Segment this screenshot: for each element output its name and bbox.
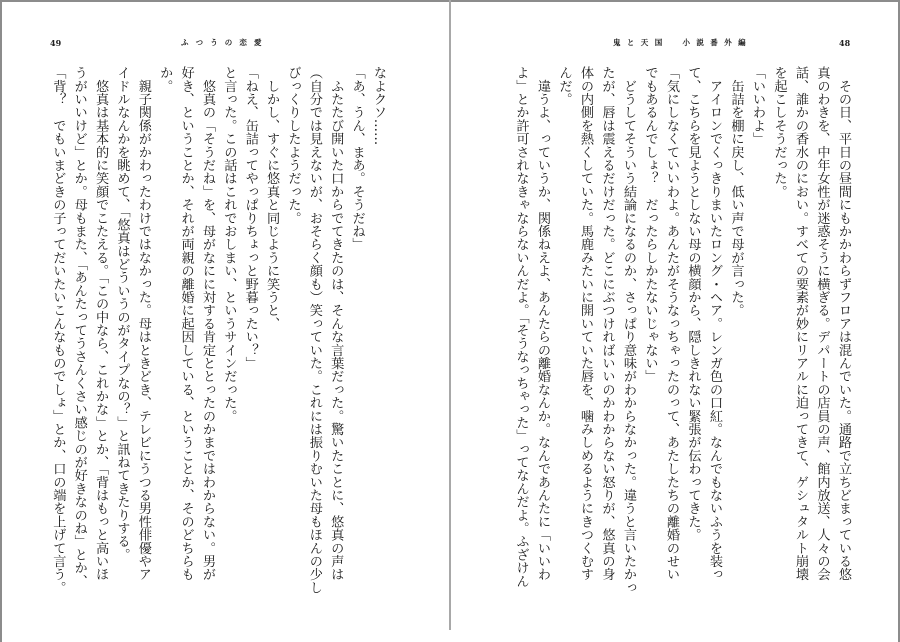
left-page-body xyxy=(47,66,389,606)
text-column: 悠真は基本的に笑顔でこたえる。「この中なら、これかな」とか、「背はもっと高いほ xyxy=(93,66,109,581)
text-column: 好き、ということか、それが両親の離婚に起因している、ということか、そのどちらも xyxy=(178,66,194,581)
text-column: よ」とか許可されなきゃならないんだよ。「そうなっちゃった」ってなんだよ。ふざけん xyxy=(513,66,529,588)
text-column: 「背？ でもいまどきの子ってだいたいこんなものでしょ」とか、口の端を上げて言う。 xyxy=(50,66,66,594)
right-page-number: 48 xyxy=(839,38,851,48)
text-column: その日、平日の昼間にもかかわらずフロアは混んでいた。通路で立ちどまっている悠 xyxy=(836,66,851,581)
right-running-head: 鬼と天国 小説番外編 xyxy=(613,38,752,47)
text-column: （自分では見えないが、おそらく顔も）笑っていた。これには振りむいた母もほんの少し xyxy=(306,66,322,594)
text-column: 「あ、うん、まあ。そうだね」 xyxy=(349,66,365,251)
text-column: イドルなんかを眺めて、「悠真はどういうのがタイプなの？」と訊ねてきたりする。 xyxy=(114,66,130,561)
text-column: て、こちらを見ようとしない母の横顔から、隠しきれない緊張が伝わってきた。 xyxy=(685,66,701,542)
text-column: 「ねえ、缶詰ってやっぱりちょっと野暮ったい？」 xyxy=(242,66,258,370)
text-column: なよクソ…… xyxy=(371,66,386,146)
text-column: 話、誰かの香水のにおい。すべての要素が妙にリアルに迫ってきて、ゲシュタルト崩壊 xyxy=(793,66,808,581)
text-column: んだ。 xyxy=(556,66,572,106)
text-column: どうしてそういう結論になるのか、さっぱり意味がわからなかった。違うと言いたかっ xyxy=(621,66,636,594)
text-column: しかし、すぐに悠真と同じように笑うと、 xyxy=(264,66,280,330)
text-column: を起こしそうだった。 xyxy=(771,66,787,198)
text-column: か。 xyxy=(157,66,173,93)
left-running-head: ふつうの恋愛 xyxy=(181,38,269,47)
text-column: と言った。この話はこれでおしまい、というサインだった。 xyxy=(221,66,237,423)
text-column: 真のわきを、中年女性が迷惑そうに横ぎる。デパートの店員の声、館内放送、人々の会 xyxy=(814,66,830,581)
text-column: 「気にしなくていいわよ。あんたがそうなっちゃったのって、あたしたちの離婚のせい xyxy=(664,66,679,581)
text-column: 缶詰を棚に戻し、低い声で母が言った。 xyxy=(728,66,744,317)
page-gutter-divider xyxy=(449,0,451,630)
text-column: たが、唇は震えるだけだった。どこにぶつければいいのかわからない怒りが、悠真の身 xyxy=(599,66,615,581)
text-column: 悠真の「そうだね」を、母がなにに対する肯定ととったのかまではわからない。男が xyxy=(200,66,215,581)
text-column: 違うよ、っていうか、関係ねえよ、あんたらの離婚なんか。なんであんたに「いいわ xyxy=(535,66,550,581)
text-column: 体の内側を熱くしていた。馬鹿みたいに開いていた唇を、噛みしめるようにきつくむす xyxy=(578,66,593,581)
text-column: びっくりしたようだった。 xyxy=(285,66,301,225)
text-column: 親子関係がかわったわけではなかった。母はときどき、テレビにうつる男性俳優やア xyxy=(135,66,151,581)
text-column: うがいいけど」とか。母もまた、「あんたってうさんくさい感じのが好きなのね」とか、 xyxy=(71,66,87,588)
left-page-number: 49 xyxy=(50,38,62,48)
right-page-body xyxy=(510,66,854,606)
text-column: アイロンでくっきりまいたロング・ヘア。レンガ色の口紅。なんでもないふうを装っ xyxy=(707,66,722,581)
text-column: でもあるんでしょ？ だったらしかたないじゃない」 xyxy=(642,66,658,383)
text-column: ふたたび開いた口からでてきたのは、そんな言葉だった。驚いたことに、悠真の声は xyxy=(328,66,344,581)
text-column: 「いいわよ」 xyxy=(750,66,765,146)
